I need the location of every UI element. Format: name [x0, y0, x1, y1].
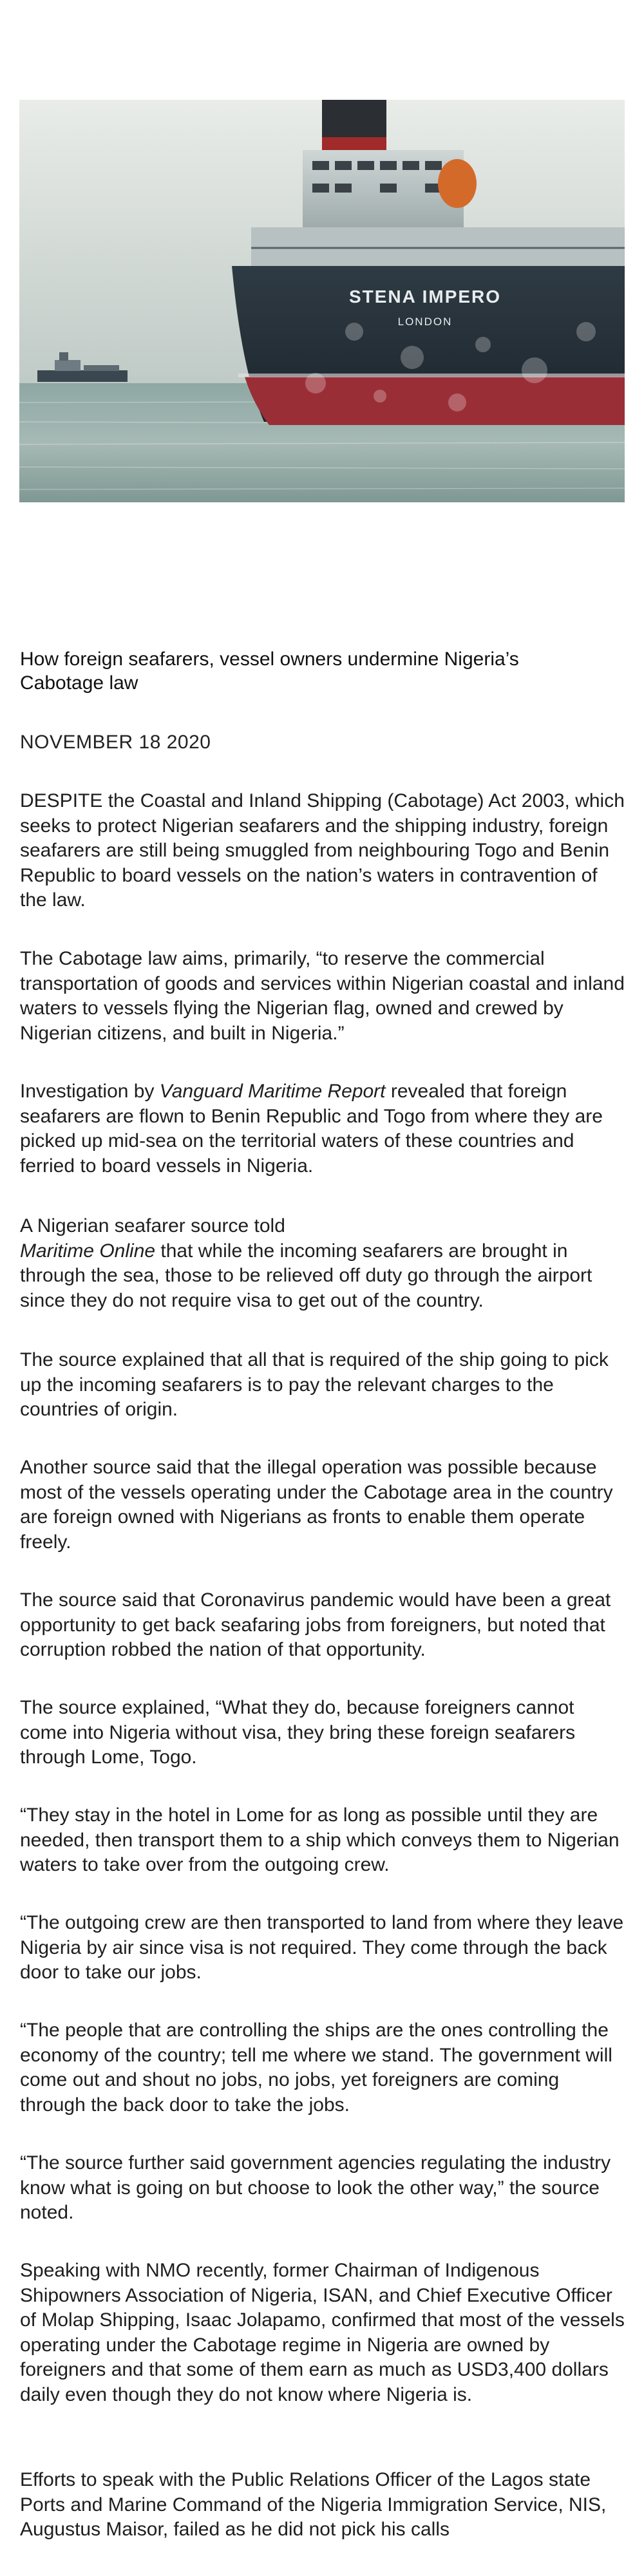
paragraph-12: “The source further said government agencies regulating the industry know what is going on but choose to look the other way,” the source noted.: [20, 2152, 611, 2223]
article-date: NOVEMBER 18 2020: [20, 732, 211, 753]
paragraph-6: Another source said that the illegal operation was possible because most of the vessels operating under the Cabotage area in the country are foreign owned with Nigerians as fronts to enable them operate freely.: [20, 1457, 613, 1553]
maritime-online-name: Maritime Online: [20, 1240, 156, 1262]
paragraph-4-rest: that while the incoming seafarers are brought in through the sea, those to be relieved off duty go through the airport since they do not require visa to get out of the country.: [20, 1240, 592, 1311]
ship-port-text: LONDON: [397, 316, 453, 328]
paragraph-1: DESPITE the Coastal and Inland Shipping (Cabotage) Act 2003, which seeks to protect Nigerian seafarers and the shipping industry, foreign seafarers are still being smuggled from neighbouring Togo and Benin Republic to board vessels on the nation’s waters in contravention of the law.: [20, 790, 625, 911]
paragraph-4-lead: A Nigerian seafarer source told: [20, 1215, 285, 1236]
paragraph-2: The Cabotage law aims, primarily, “to reserve the commercial transportation of goods and services within Nigerian coastal and inland waters to vessels flying the Nigerian flag, owned and crewed by Nigerian citizens, and built in Nigeria.”: [20, 948, 625, 1044]
paragraph-9: “They stay in the hotel in Lome for as long as possible until they are needed, then transport them to a ship which conveys them to Nigerian waters to take over from the outgoing crew.: [20, 1804, 620, 1875]
paragraph-14: Efforts to speak with the Public Relations Officer of the Lagos state Ports and Marine Command of the Nigeria Immigration Service, NIS, Augustus Maisor, failed as he did not pick his calls: [20, 2469, 607, 2540]
paragraph-10: “The outgoing crew are then transported to land from where they leave Nigeria by air since visa is not required. They come through the back door to take our jobs.: [20, 1912, 624, 1983]
paragraph-7: The source said that Coronavirus pandemic would have been a great opportunity to get back seafaring jobs from foreigners, but noted that corruption robbed the nation of that opportunity.: [20, 1589, 611, 1660]
paragraph-11: “The people that are controlling the ships are the ones controlling the economy of the country; tell me where we stand. The government will come out and shout no jobs, no jobs, yet foreigners are coming through the back door to take the jobs.: [20, 2020, 612, 2116]
paragraph-4: [20, 1214, 625, 1313]
article-headline: How foreign seafarers, vessel owners undermine Nigeria’s Cabotage law: [20, 649, 519, 694]
paragraph-13: Speaking with NMO recently, former Chairman of Indigenous Shipowners Association of Nigeria, ISAN, and Chief Executive Officer of Molap Shipping, Isaac Jolapamo, confirmed that most of the vessels operating under the Cabotage regime in Nigeria are owned by foreigners and that some of them earn as much as USD3,400 dollars daily even though they do not know where Nigeria is.: [20, 2260, 625, 2405]
paragraph-8: The source explained, “What they do, because foreigners cannot come into Nigeria without visa, they bring these foreign seafarers through Lome, Togo.: [20, 1697, 576, 1768]
hero-ship-photo: [19, 100, 625, 502]
ship-name-text: STENA IMPERO: [348, 287, 502, 307]
paragraph-3-rest: revealed that foreign seafarers are flown to Benin Republic and Togo from where they are picked up mid-sea on the territorial waters of these countries and ferried to board vessels in Nigeria.: [20, 1081, 603, 1177]
paragraph-3: [20, 1079, 625, 1179]
paragraph-5: The source explained that all that is required of the ship going to pick up the incoming seafarers is to pay the relevant charges to the countries of origin.: [20, 1349, 609, 1420]
vanguard-maritime-report-link: Vanguard Maritime Report: [159, 1081, 386, 1102]
paragraph-3-lead: Investigation by: [20, 1081, 160, 1102]
